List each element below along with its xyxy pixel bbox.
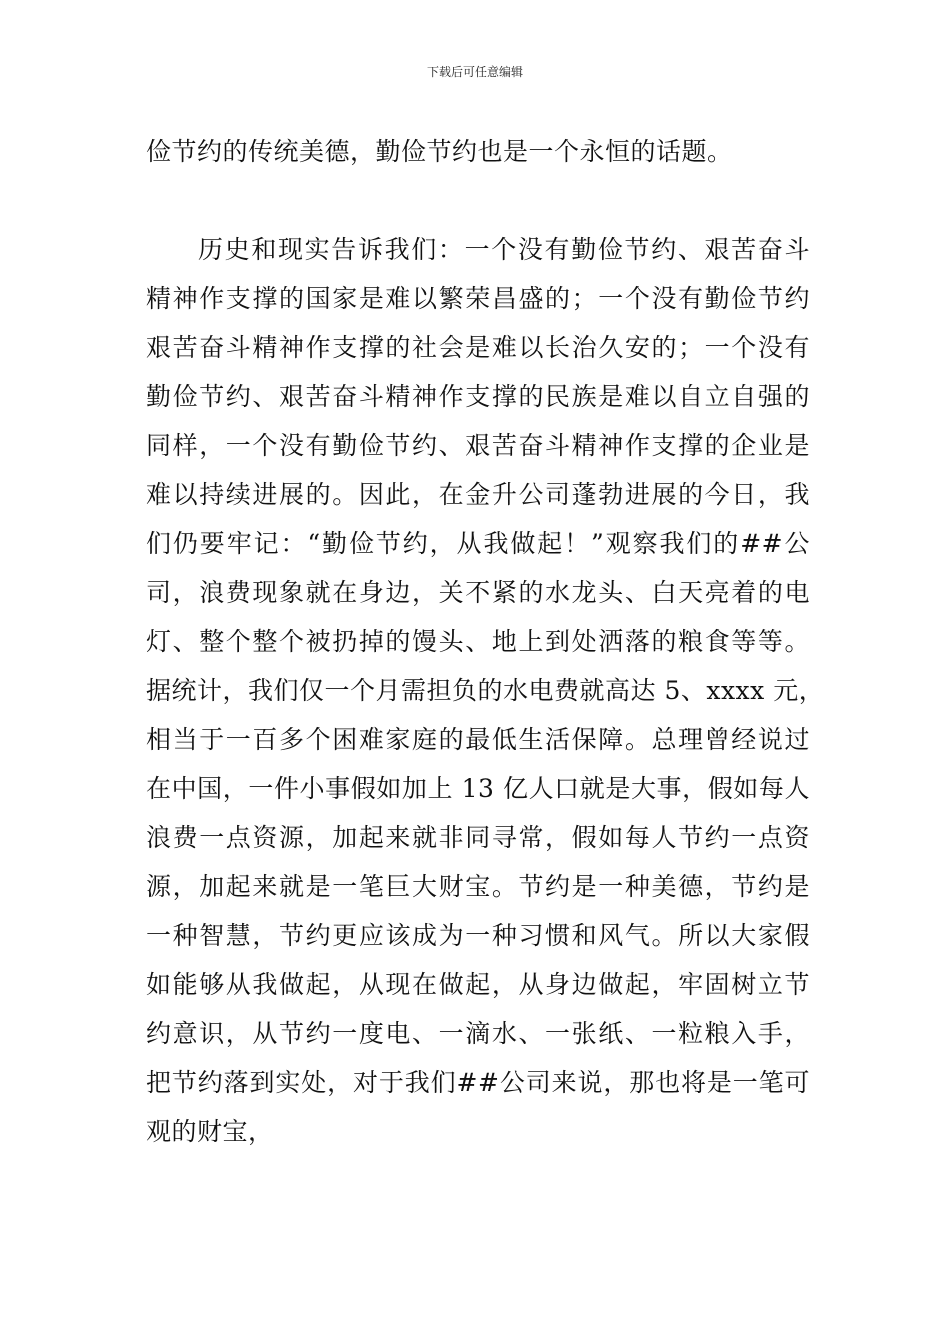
text-line: 同样，一个没有勤俭节约、艰苦奋斗精神作支撑的企业是 <box>146 431 810 460</box>
text-line: 难以持续进展的。因此，在金升公司蓬勃进展的今日，我 <box>146 480 810 509</box>
text-line: 勤俭节约、艰苦奋斗精神作支撑的民族是难以自立自强的 <box>146 382 810 411</box>
text-line: 司，浪费现象就在身边，关不紧的水龙头、白天亮着的电 <box>146 578 810 607</box>
text-line: 艰苦奋斗精神作支撑的社会是难以长治久安的；一个没有 <box>146 333 810 362</box>
text-line: 历史和现实告诉我们：一个没有勤俭节约、艰苦奋斗 <box>198 235 810 264</box>
text-line: 据统计，我们仅一个月需担负的水电费就高达 5、xxxx 元， <box>146 676 825 705</box>
page-header: 下载后可任意编辑 <box>426 65 523 79</box>
text-line: 如能够从我做起，从现在做起，从身边做起，牢固树立节 <box>146 970 810 999</box>
text-line: 一种智慧，节约更应该成为一种习惯和风气。所以大家假 <box>146 921 810 950</box>
text-line: 约意识，从节约一度电、一滴水、一张纸、一粒粮入手， <box>146 1019 810 1048</box>
text-line: 俭节约的传统美德，勤俭节约也是一个永恒的话题。 <box>146 137 733 166</box>
text-line: 观的财宝， <box>146 1117 274 1146</box>
text-line: 在中国，一件小事假如加上 13 亿人口就是大事，假如每人 <box>146 774 810 803</box>
text-line: 灯、整个整个被扔掉的馒头、地上到处洒落的粮食等等。 <box>146 627 810 656</box>
text-line: 精神作支撑的国家是难以繁荣昌盛的；一个没有勤俭节约 <box>146 284 810 313</box>
text-line: 源，加起来就是一笔巨大财宝。节约是一种美德，节约是 <box>146 872 810 901</box>
text-line: 浪费一点资源，加起来就非同寻常，假如每人节约一点资 <box>146 823 810 852</box>
text-line: 们仍要牢记：“勤俭节约，从我做起！”观察我们的##公 <box>146 529 810 558</box>
text-line: 相当于一百多个困难家庭的最低生活保障。总理曾经说过 <box>146 725 810 754</box>
text-line: 把节约落到实处，对于我们##公司来说，那也将是一笔可 <box>146 1068 810 1097</box>
